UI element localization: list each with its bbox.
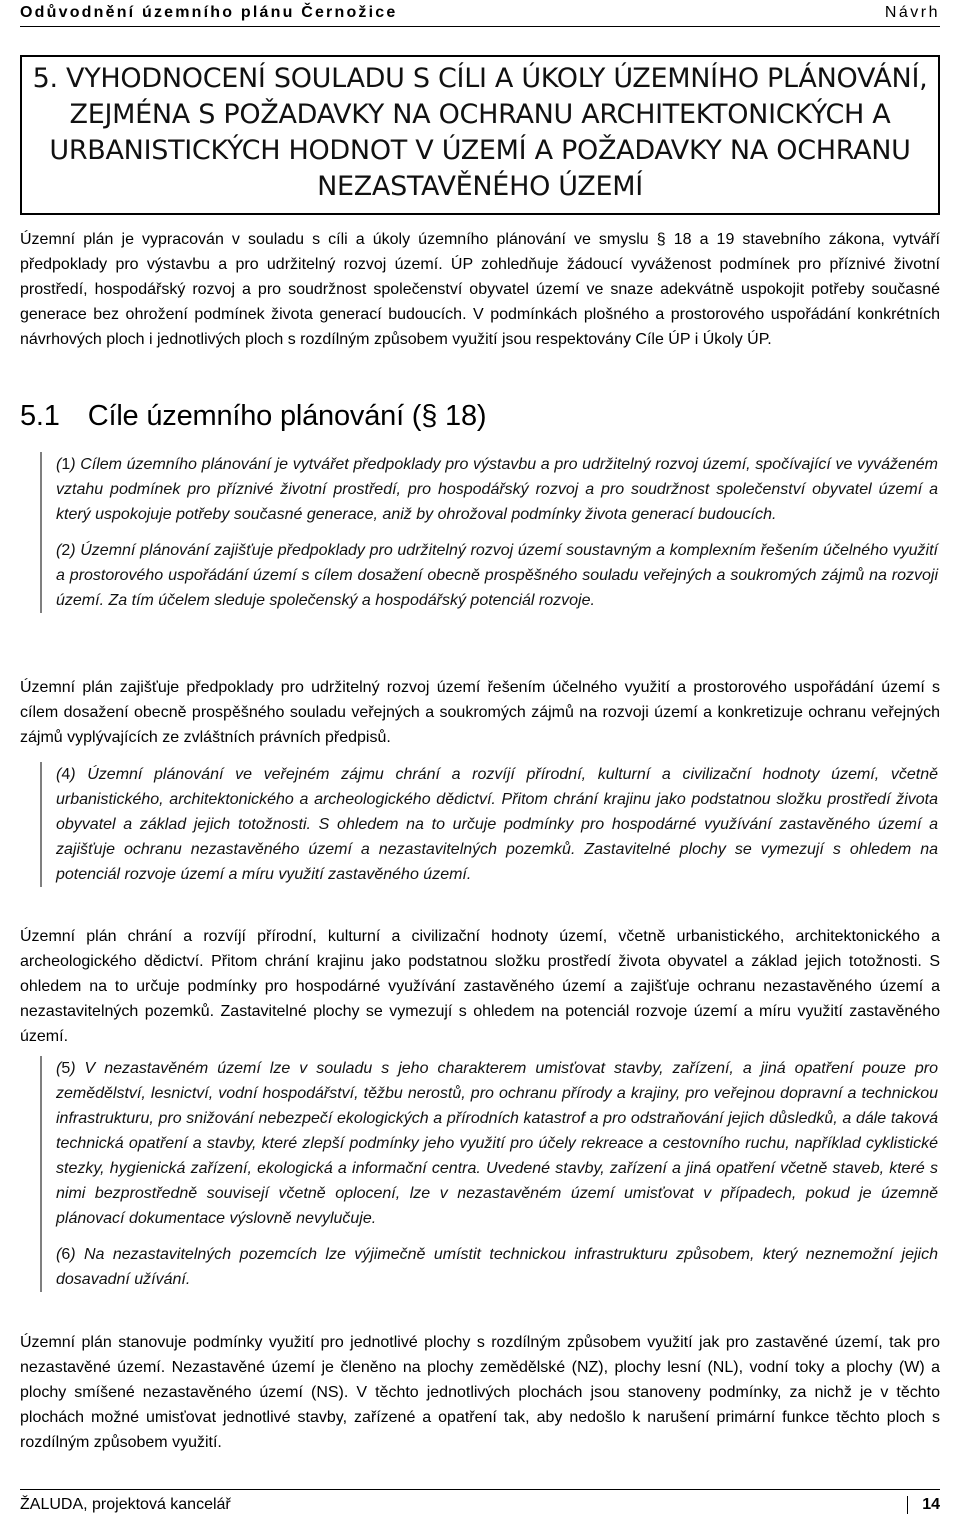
chapter-heading-box (20, 55, 940, 215)
law-quote-paragraph: (2) Územní plánování zajišťuje předpoklady pro udržitelný rozvoj území soustavným a komplexním řešením účelného využití a prostorového uspořádání území s cílem dosažení obecně prospěšného souladu veřejných a soukromých zájmů na rozvoji území. Za tím účelem sleduje společenský a hospodářský potenciál rozvoje. (56, 542, 939, 609)
commentary-paragraph: Územní plán stanovuje podmínky využití pro jednotlivé plochy s rozdílným způsobem využití jak pro zastavěné území, tak pro nezastavěné území. Nezastavěné území je členěno na plochy zemědělské (NZ), plochy lesní (NL), vodní toky a plochy (W) a plochy smíšené nezastavěného území (NS). V těchto jednotlivých plochách jsou stanoveny podmínky, za nichž je v těchto plochách možné umisťovat jednotlivé stavby, zařízené a opatření tak, aby nedošlo k narušení primární funkce těchto ploch s rozdílným způsobem využití. (20, 1334, 940, 1451)
company-name: ŽALUDA, projektová kancelář (20, 1496, 231, 1513)
commentary-paragraph: Územní plán chrání a rozvíjí přírodní, kulturní a civilizační hodnoty území, včetně urbanistického, architektonického a archeologického dědictví. Přitom chrání krajinu jako podstatnou složku prostředí života obyvatel a základ jejich totožnosti. S ohledem na to určuje podmínky pro hospodárné využívání zastavěného území a zajišťuje ochranu nezastavěného území a nezastavitelných pozemků. Zastavitelné plochy se vymezují s ohledem na potenciál rozvoje území a míru využití zastavěného území. (20, 928, 940, 1045)
commentary-paragraph: Územní plán zajišťuje předpoklady pro udržitelný rozvoj území řešením účelného využití a prostorového uspořádání území s cílem dosažení obecně prospěšného souladu veřejných a soukromých zájmů na rozvoji území a konkretizuje ochranu veřejných zájmů vyplývajících ze zvláštních právních předpisů. (20, 679, 940, 746)
page-footer (20, 1489, 940, 1518)
document-title: Odůvodnění územního plánu Černožice (20, 4, 398, 21)
law-quote-block (40, 452, 938, 613)
chapter-heading-line: URBANISTICKÝCH HODNOT V ÚZEMÍ A POŽADAVKY NA OCHRANU (49, 135, 911, 166)
page-number: 14 (907, 1496, 940, 1514)
chapter-heading-line: ZEJMÉNA S POŽADAVKY NA OCHRANU ARCHITEKTONICKÝCH A (69, 99, 891, 130)
law-quote-block (40, 1056, 938, 1292)
section-heading (20, 400, 486, 433)
chapter-heading-line: NEZASTAVĚNÉHO ÚZEMÍ (317, 171, 643, 202)
law-quote-paragraph: (6) Na nezastavitelných pozemcích lze výjimečně umístit technickou infrastrukturu způsobem, který neznemožní jejich dosavadní užívání. (56, 1246, 938, 1288)
intro-paragraph: Územní plán je vypracován v souladu s cíli a úkoly územního plánování ve smyslu § 18 a 19 stavebního zákona, vytváří předpoklady pro výstavbu a pro udržitelný rozvoj území. ÚP zohledňuje žádoucí vyváženost podmínek pro příznivé životní prostředí, hospodářský rozvoj a pro soudržnost společenství obyvatel území ve snaze adekvátně uspokojit potřeby současné generace bez ohrožení podmínek života generací budoucích. V podmínkách plošného a prostorového uspořádání konkrétních návrhových ploch i jednotlivých ploch s rozdílným způsobem využití jsou respektovány Cíle ÚP i Úkoly ÚP. (20, 231, 940, 348)
law-quote-paragraph: (4) Územní plánování ve veřejném zájmu chrání a rozvíjí přírodní, kulturní a civilizační hodnoty území, včetně urbanistického, architektonického a archeologického dědictví. Přitom chrání krajinu jako podstatnou složku prostředí života obyvatel a základ jejich totožnosti. S ohledem na to určuje podmínky pro hospodárné využívání zastavěného území a zajišťuje ochranu nezastavěného území a nezastavitelných pozemků. Zastavitelné plochy se vymezují s ohledem na potenciál rozvoje území a míru využití zastavěného území. (56, 766, 938, 883)
document-status: Návrh (884, 4, 940, 21)
law-quote-paragraph: (5) V nezastavěném území lze v souladu s jeho charakterem umisťovat stavby, zařízení, a jiná opatření pouze pro zemědělství, lesnictví, vodní hospodářství, těžbu nerostů, pro ochranu přírody a krajiny, pro veřejnou dopravní a technickou infrastrukturu, pro snižování nebezpečí ekologických a přírodních katastrof a pro odstraňování jejich důsledků, a dále taková technická opatření a stavby, které zlepší podmínky jeho využití pro účely rekreace a cestovního ruchu, například cyklistické stezky, hygienická zařízení, ekologická a informační centra. Uvedené stavby, zařízení a jiná opatření včetně staveb, které s nimi bezprostředně souvisejí včetně oplocení, lze v nezastavěném území umisťovat v případech, pokud je územně plánovací dokumentace výslovně nevylučuje. (56, 1060, 938, 1227)
page-header (20, 0, 940, 27)
law-quote-paragraph: (1) Cílem územního plánování je vytvářet předpoklady pro výstavbu a pro udržitelný rozvoj území, spočívající ve vyváženém vztahu podmínek pro příznivé životní prostředí, pro hospodářský rozvoj a pro soudržnost společenství obyvatel území a který uspokojuje potřeby současné generace, aniž by ohrožoval podmínky života generací budoucích. (56, 456, 938, 523)
section-title: Cíle územního plánování (§ 18) (87, 400, 487, 432)
section-number: 5.1 (20, 400, 60, 432)
law-quote-block (40, 762, 938, 887)
chapter-heading-line: 5. VYHODNOCENÍ SOULADU S CÍLI A ÚKOLY ÚZEMNÍHO PLÁNOVÁNÍ, (32, 63, 928, 94)
